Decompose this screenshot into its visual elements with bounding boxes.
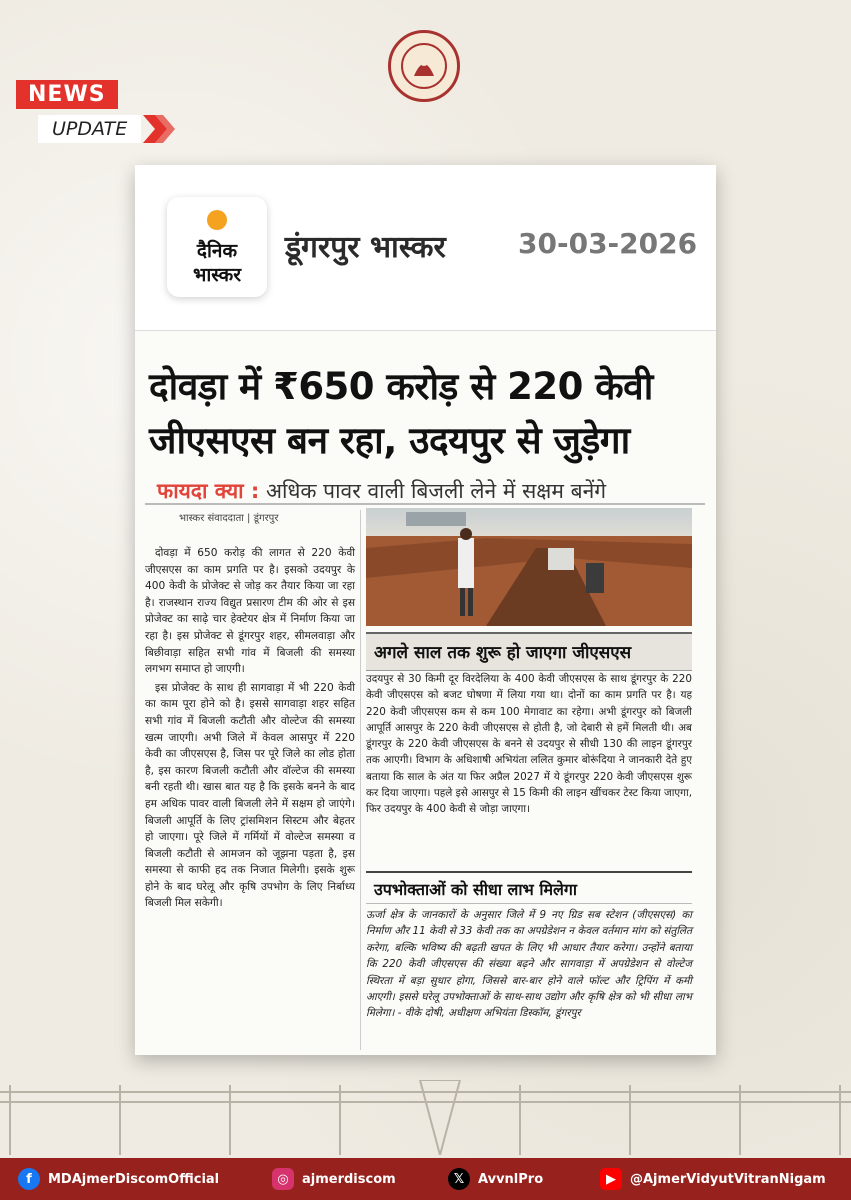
social-footer xyxy=(0,1158,851,1200)
x-icon: 𝕏 xyxy=(448,1168,470,1190)
sun-icon xyxy=(204,207,230,233)
section-header-benefit xyxy=(366,871,692,904)
section-title-1: अगले साल तक शुरू हो जाएगा जीएसएस xyxy=(374,643,632,663)
section-text-1: उदयपुर से 30 किमी दूर विरदेलिया के 400 केवी जीएसएस के साथ डूंगरपुर के 220 केवी जीएसएस को बजट घोषणा में लिया गया था। दोनों का काम प्रगति पर है। यह 220 केवी जीएसएस कम से कम 100 मेगावाट का रहेगा। अभी डूंगरपुर को बिजली आपूर्ति आसपुर के 220 केवी जीएसएस से होती है, जो देबारी से हमें मिलती थी। अब डूंगरपुर के 220 केवी जीएसएस के बनने से उदयपुर से सीधी 130 की लाइन डूंगरपुर तक आएगी। विभाग के अधिशाषी अभियंता ललित कुमार बोरूंदिया ने जानकारी देते हुए बताया कि साल के अंत या फिर अप्रैल 2027 में ये डूंगरपुर 220 केवी जीएसएस शुरू कर दिया जाएगा। पहले इसे आसपुर से 15 किमी की लाइन खींचकर टेस्ट किया जाएगा, फिर उदयपुर के 400 केवी से जोड़ा जाएगा। xyxy=(366,673,692,816)
news-update-badge xyxy=(16,80,175,145)
logo-line1: दैनिक xyxy=(196,240,238,262)
left-paragraph-2: इस प्रोजेक्ट के साथ ही सागवाड़ा में भी 220 केवी का काम पूरा होने को है। इससे सागवाड़ा शहर सहित सभी गांव में बिजली कटौती और वोल्टेज की समस्या खत्म जाएगी। अभी जिले में केवल आसपुर में 220 केवी का जीएसएस है, जिस पर पूरे जिले का लोड होता है, इस कारण बिजली कटौती और वॉल्टेज की समस्या बनी रहती थी। खास बात यह है कि इसके बनने के बाद हम अधिक पावर वाली बिजली लेने में सक्षम हो जाएंगे। बिजली आपूर्ति के लिए ट्रांसमिशन सिस्टम और बेहतर हो जाएगा। पूरे जिले में गर्मियों में वोल्टेज समस्या व बिजली कटौती से आमजन को जूझना पड़ता है, इस समस्या से काफी हद तक निजात मिलेगी। इसके शुरू होने के बाद घरेलू और कृषि उपभोग के लिए निर्बाध्य बिजली मिल सकेगी। xyxy=(145,681,355,910)
instagram-icon: ◎ xyxy=(272,1168,294,1190)
subdeck-label: फायदा क्या : xyxy=(157,479,260,503)
headline-line1: दोवड़ा में ₹650 करोड़ से 220 केवी xyxy=(149,365,653,408)
subdeck-text: अधिक पावर वाली बिजली लेने में सक्षम बनेंगे xyxy=(265,479,607,503)
facebook-icon: f xyxy=(18,1168,40,1190)
instagram-handle: ajmerdiscom xyxy=(302,1171,396,1187)
byline: भास्कर संवाददाता | डूंगरपुर xyxy=(179,513,279,524)
headline xyxy=(149,360,709,468)
news-label: NEWS xyxy=(16,80,118,109)
instagram-link[interactable] xyxy=(272,1158,396,1200)
youtube-icon: ▶ xyxy=(600,1168,622,1190)
section-text-2: ऊर्जा क्षेत्र के जानकारों के अनुसार जिले में 9 नए ग्रिड सब स्टेशन (जीएसएस) का निर्माण और 11 केवी से 33 केवी तक का अपग्रेडेशन न केवल वर्तमान मांग को संतुलित करेगा, बल्कि भविष्य की बढ़ती खपत के लिए भी आधार तैयार करेगा। उन्होंने बताया कि 220 केवी जीएसएस की संख्या बढ़ने और सागवाड़ा में अपग्रेडेशन से वोल्टेज स्थिरता में बड़ा सुधार होगा, जिससे बार-बार होने वाले फॉल्ट और ट्रिपिंग में कमी आएगी। इससे घरेलू उपभोक्ताओं के साथ-साथ उद्योग और कृषि क्षेत्र को भी सीधा लाभ मिलेगा। - वीके दोषी, अधीक्षण अभियंता डिस्कॉम, डूंगरपुर xyxy=(366,909,692,1020)
left-column xyxy=(145,545,355,914)
x-handle: AvvnlPro xyxy=(478,1171,544,1187)
masthead xyxy=(135,165,716,331)
youtube-handle: @AjmerVidyutVitranNigam xyxy=(630,1171,826,1187)
facebook-handle: MDAjmerDiscomOfficial xyxy=(48,1171,220,1187)
left-paragraph-1: दोवड़ा में 650 करोड़ की लागत से 220 केवी जीएसएस का काम प्रगति पर है। इसको उदयपुर के 400 केवी के प्रोजेक्ट से जोड़ कर तैयार किया जा रहा है। राजस्थान राज्य विद्युत प्रसारण टीम की ओर से इस प्रोजेक्ट का साढ़े चार हेक्टेयर क्षेत्र में निर्माण किया जा रहा है। इस प्रोजेक्ट से डूंगरपुर शहर, सीमलवाड़ा और बिछीवाड़ा सहित सभी गांव में बिजली की समस्या लगभग समाप्त हो जाएगी। xyxy=(145,547,355,676)
facebook-link[interactable] xyxy=(18,1158,219,1200)
discom-logo xyxy=(388,30,460,102)
section-header-next-year xyxy=(366,632,692,671)
trench-photo-image xyxy=(366,508,692,626)
headline-line2: जीएसएस बन रहा, उदयपुर से जुड़ेगा xyxy=(149,419,630,462)
divider xyxy=(145,503,705,505)
chevron-right-icon xyxy=(141,113,175,145)
update-label: UPDATE xyxy=(38,115,141,143)
newspaper-clipping xyxy=(135,165,716,1055)
x-link[interactable] xyxy=(448,1158,543,1200)
youtube-link[interactable] xyxy=(600,1158,826,1200)
section-title-2: उपभोक्ताओं को सीधा लाभ मिलेगा xyxy=(374,880,578,899)
subdeck xyxy=(157,477,606,505)
dainik-bhaskar-logo xyxy=(167,197,267,297)
transmission-tower-graphic xyxy=(0,1080,851,1155)
seal-emblem-icon xyxy=(400,42,448,90)
logo-line2: भास्कर xyxy=(192,264,242,286)
publication-date: 30-03-2026 xyxy=(518,227,698,260)
column-divider xyxy=(360,510,361,1050)
construction-photo xyxy=(366,508,692,626)
edition-name: डूंगरपुर भास्कर xyxy=(285,230,446,265)
